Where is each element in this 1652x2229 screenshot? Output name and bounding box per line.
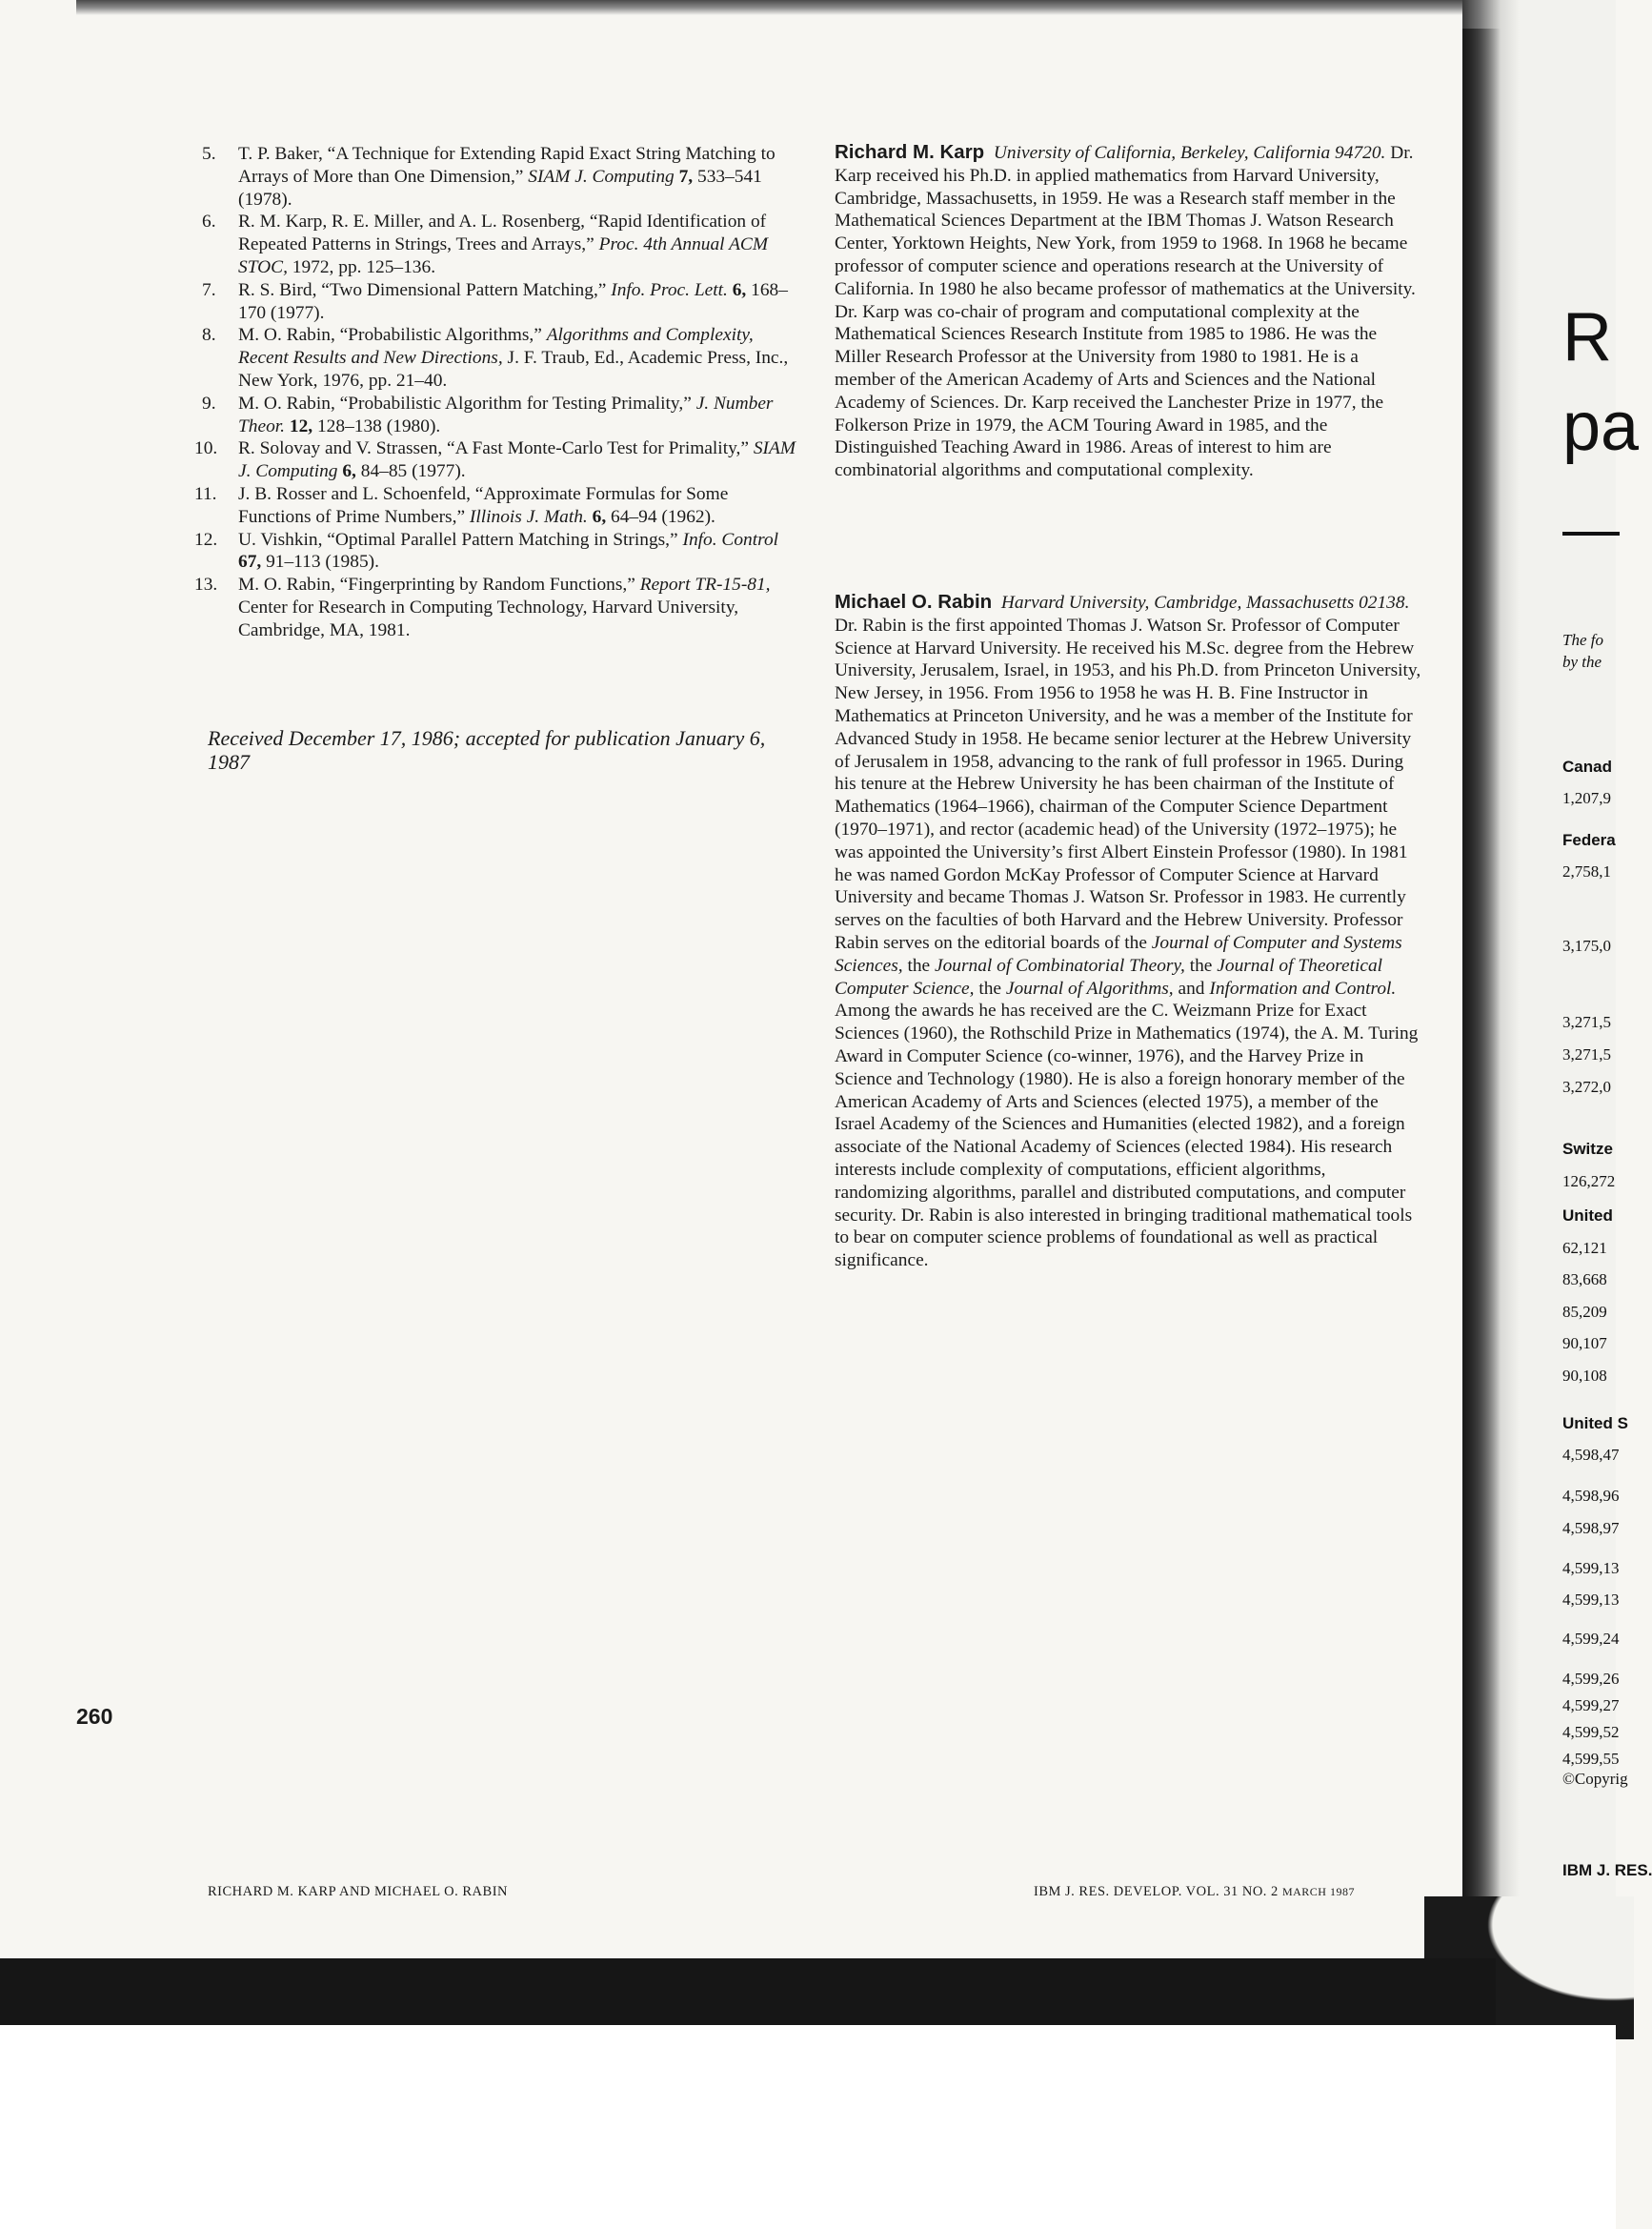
- reference-text: M. O. Rabin, “Probabilistic Algorithm for Testing Primality,”: [238, 393, 696, 414]
- reference-number: 12.: [194, 529, 218, 550]
- running-footer-journal: [1034, 1884, 1355, 1900]
- adjacent-patent-number: ©Copyrig: [1562, 1770, 1628, 1788]
- reference-text: 84–85 (1977).: [355, 461, 466, 482]
- reference-text: 64–94 (1962).: [606, 506, 715, 527]
- bio-text: Information and Control.: [1209, 978, 1397, 999]
- bio-text: Dr. Karp received his Ph.D. in applied mathematics from Harvard University, Cambridge, Massachusetts, in 1959. He was a Research staff member in the Mathematical Sciences Department at the IBM Thomas J. Watson Research Center, Yorktown Heights, New York, from 1959 to 1968. In 1968 he became professor of computer science and operations research at the University of California. In 1980 he also became professor of mathematics at the University. Dr. Karp was co-chair of program and computational complexity at the Mathematical Sciences Research Institute from 1985 to 1986. He was the Miller Research Professor at the University from 1980 to 1981. He is a member of the American Academy of Arts and Sciences and the National Academy of Sciences. Dr. Karp received the Lanchester Prize in 1977, the Folkerson Prize in 1979, the ACM Touring Award in 1985, and the Distinguished Teaching Award in 1986. Areas of interest to him are combinatorial algorithms and computational complexity.: [835, 143, 1416, 481]
- adjacent-patent-number: 4,599,55: [1562, 1750, 1620, 1768]
- reference-text: U. Vishkin, “Optimal Parallel Pattern Matching in Strings,”: [238, 529, 683, 550]
- adjacent-intro-line-1: The fo: [1562, 631, 1603, 649]
- reference-text: J. Number Theor.: [238, 393, 774, 436]
- reference-text: Proc. 4th Annual ACM STOC,: [238, 234, 768, 277]
- reference-number: 7.: [202, 279, 216, 300]
- reference-number: 10.: [194, 438, 218, 459]
- reference-text: M. O. Rabin, “Fingerprinting by Random Functions,”: [238, 575, 640, 596]
- bio-text: the: [902, 955, 935, 976]
- reference-text: Info. Control: [682, 529, 779, 550]
- page-number: 260: [76, 1704, 113, 1729]
- bio-text: the: [1184, 955, 1218, 976]
- bio-text: Journal of Computer and Systems Sciences,: [835, 932, 1402, 976]
- adjacent-patent-number: 3,175,0: [1562, 937, 1611, 955]
- scan-dark-band: [0, 1958, 1496, 2025]
- adjacent-heading: Federa: [1562, 831, 1616, 849]
- adjacent-patent-number: 3,271,5: [1562, 1045, 1611, 1064]
- bio-text: Journal of Algorithms,: [1005, 978, 1174, 999]
- reference-text: 128–138 (1980).: [312, 415, 441, 436]
- author-bio-karp: [835, 141, 1423, 482]
- author-affiliation: Harvard University, Cambridge, Massachusetts 02138.: [1000, 593, 1410, 613]
- author-bio-text: [835, 143, 1416, 480]
- author-affiliation: University of California, Berkeley, California 94720.: [993, 143, 1386, 163]
- reference-text: Center for Research in Computing Technology, Harvard University, Cambridge, MA, 1981.: [238, 597, 739, 640]
- adjacent-patent-number: 4,599,13: [1562, 1591, 1620, 1609]
- adjacent-patent-number: 90,107: [1562, 1334, 1607, 1352]
- reference-text: SIAM J. Computing: [528, 166, 675, 187]
- reference-item: [202, 393, 798, 438]
- author-name: Michael O. Rabin: [835, 591, 993, 613]
- references-list: [194, 143, 798, 642]
- reference-text: 12,: [289, 415, 313, 436]
- reference-number: 11.: [194, 483, 217, 504]
- reference-text: Report TR-15-81,: [639, 575, 771, 596]
- reference-text: Algorithms and Complexity, Recent Results and New Directions,: [238, 325, 754, 369]
- bio-text: Journal of Combinatorial Theory,: [935, 955, 1185, 976]
- scan-top-edge: [76, 0, 1467, 15]
- reference-text: 1972, pp. 125–136.: [287, 256, 436, 277]
- reference-item: [202, 143, 798, 211]
- reference-text: Illinois J. Math.: [469, 506, 588, 527]
- reference-item: [194, 483, 798, 529]
- adjacent-patent-number: 2,758,1: [1562, 862, 1611, 881]
- author-bio-rabin: [835, 591, 1423, 1272]
- reference-text: 7,: [678, 166, 694, 187]
- adjacent-patent-number: 3,271,5: [1562, 1013, 1611, 1031]
- adjacent-heading: United: [1562, 1206, 1613, 1225]
- bio-text: and: [1173, 978, 1210, 999]
- reference-text: 6,: [342, 461, 356, 482]
- reference-item: [194, 574, 798, 641]
- adjacent-patent-number: 62,121: [1562, 1239, 1607, 1257]
- scan-bottom-margin: [0, 2025, 1616, 2229]
- adjacent-patent-number: 4,598,97: [1562, 1519, 1620, 1537]
- adjacent-heading: United S: [1562, 1414, 1628, 1432]
- reference-item: [194, 529, 798, 575]
- footer-journal-text: IBM J. RES. DEVELOP. VOL. 31 NO. 2: [1034, 1884, 1279, 1899]
- adjacent-patent-number: 90,108: [1562, 1367, 1607, 1385]
- adjacent-patent-number: 4,598,96: [1562, 1487, 1620, 1505]
- reference-text: 6,: [732, 279, 747, 300]
- adjacent-patent-number: 126,272: [1562, 1172, 1616, 1190]
- reference-number: 9.: [202, 393, 216, 414]
- adjacent-title-line-1: R: [1562, 299, 1612, 375]
- adjacent-patent-number: 4,599,13: [1562, 1559, 1620, 1577]
- adjacent-patent-number: 4,599,24: [1562, 1630, 1620, 1648]
- adjacent-patent-number: 3,272,0: [1562, 1078, 1611, 1096]
- bio-text: Dr. Rabin is the first appointed Thomas J. Watson Sr. Professor of Computer Science at Harvard University. He received his M.Sc. degree from the Hebrew University, Jerusalem, Israel, in 1953, and his Ph.D. from Princeton University, New Jersey, in 1956. From 1956 to 1958 he was H. B. Fine Instructor in Mathematics at Princeton University, and he was a member of the Institute for Advanced Study in 1958. He became senior lecturer at the Hebrew University of Jerusalem in 1958, advancing to the rank of full professor in 1965. During his tenure at the Hebrew University he has been chairman of the Institute of Mathematics (1964–1966), chairman of the Computer Science Department (1970–1971), and rector (academic head) of the University (1972–1975); he was appointed the University’s first Albert Einstein Professor (1980). In 1981 he was named Gordon McKay Professor of Computer Science at Harvard University and became Thomas J. Watson Sr. Professor in 1983. He currently serves on the faculties of both Harvard and the Hebrew University. Professor Rabin serves on the editorial boards of the: [835, 615, 1421, 953]
- received-date: Received December 17, 1986; accepted for publication January 6, 1987: [208, 726, 766, 774]
- adjacent-patent-number: 4,599,52: [1562, 1723, 1620, 1741]
- adjacent-patent-number: 4,599,26: [1562, 1670, 1620, 1688]
- bio-text: Among the awards he has received are the C. Weizmann Prize for Exact Sciences (1960), the Rothschild Prize in Mathematics (1974), the A. M. Turing Award in Computer Science (co-winner, 1976), and the Harvey Prize in Science and Technology (1980). He is also a foreign honorary member of the American Academy of Arts and Sciences (elected 1975), a member of the Israel Academy of the Sciences and Humanities (elected 1982), and a foreign associate of the National Academy of Sciences (elected 1984). His research interests include complexity of computations, efficient algorithms, randomizing algorithms, parallel and distributed computations, and computer security. Dr. Rabin is also interested in bringing traditional mathematical tools to bear on computer science problems of foundational as well as practical significance.: [835, 1001, 1419, 1271]
- reference-item: [194, 437, 798, 483]
- reference-number: 13.: [194, 575, 218, 596]
- adjacent-patent-number: 83,668: [1562, 1270, 1607, 1288]
- adjacent-patent-number: 85,209: [1562, 1303, 1607, 1321]
- running-footer-authors: RICHARD M. KARP AND MICHAEL O. RABIN: [208, 1884, 509, 1899]
- adjacent-patent-number: 4,598,47: [1562, 1446, 1620, 1464]
- reference-text: R. M. Karp, R. E. Miller, and A. L. Rosenberg, “Rapid Identification of Repeated Patterns in Strings, Trees and Arrays,”: [238, 212, 767, 255]
- adjacent-patent-number: 1,207,9: [1562, 789, 1611, 807]
- author-name: Richard M. Karp: [835, 141, 985, 163]
- reference-text: 168–170 (1977).: [238, 279, 788, 323]
- reference-text: M. O. Rabin, “Probabilistic Algorithms,”: [238, 325, 547, 346]
- reference-text: T. P. Baker, “A Technique for Extending Rapid Exact String Matching to Arrays of More than One Dimension,”: [238, 144, 776, 187]
- reference-text: 6,: [592, 506, 607, 527]
- adjacent-heading: IBM J. RES.: [1562, 1861, 1652, 1879]
- footer-month: MARCH 1987: [1281, 1885, 1355, 1898]
- reference-text: J. F. Traub, Ed., Academic Press, Inc., New York, 1976, pp. 21–40.: [238, 348, 789, 391]
- reference-item: [202, 324, 798, 392]
- adjacent-title-line-2: pa: [1562, 389, 1640, 465]
- reference-number: 8.: [202, 325, 216, 346]
- bio-text: Journal of Theoretical Computer Science,: [835, 955, 1383, 999]
- reference-item: [202, 211, 798, 278]
- reference-text: 67,: [238, 552, 262, 573]
- reference-text: J. B. Rosser and L. Schoenfeld, “Approximate Formulas for Some Functions of Prime Numbers,”: [238, 483, 729, 527]
- reference-text: 91–113 (1985).: [261, 552, 379, 573]
- reference-number: 5.: [202, 144, 216, 164]
- adjacent-heading: Canad: [1562, 758, 1612, 776]
- adjacent-heading: Switze: [1562, 1140, 1613, 1158]
- adjacent-intro-line-2: by the: [1562, 653, 1602, 671]
- adjacent-patent-number: 4,599,27: [1562, 1696, 1620, 1714]
- reference-text: R. S. Bird, “Two Dimensional Pattern Matching,”: [238, 279, 612, 300]
- reference-text: SIAM J. Computing: [238, 438, 796, 482]
- bio-text: the: [974, 978, 1006, 999]
- reference-text: Info. Proc. Lett.: [611, 279, 728, 300]
- reference-number: 6.: [202, 212, 216, 233]
- reference-item: [202, 279, 798, 325]
- page-curl-shadow: [1462, 29, 1501, 1935]
- author-bio-text: [835, 616, 1420, 1270]
- adjacent-title-rule: [1562, 532, 1620, 536]
- reference-text: R. Solovay and V. Strassen, “A Fast Monte-Carlo Test for Primality,”: [238, 438, 754, 459]
- reference-text: 533–541 (1978).: [238, 166, 762, 210]
